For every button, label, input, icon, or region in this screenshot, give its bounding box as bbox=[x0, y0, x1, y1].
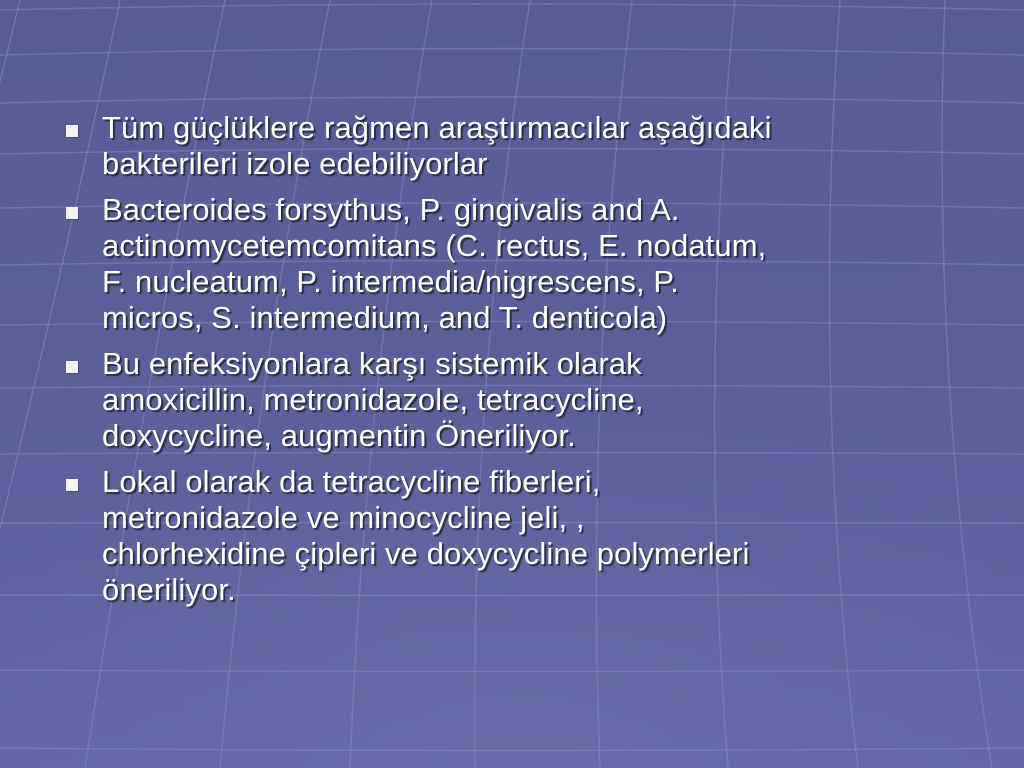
square-bullet-icon bbox=[66, 125, 78, 137]
square-bullet-icon bbox=[66, 479, 78, 491]
bullet-text: Tüm güçlüklere rağmen araştırmacılar aşağıdaki bakterileri izole edebiliyorlar bbox=[102, 110, 772, 181]
bullet-text: Bu enfeksiyonlara karşı sistemik olarak amoxicillin, metronidazole, tetracycline, doxycycline, augmentin Öneriliyor. bbox=[102, 346, 644, 453]
bullet-item bbox=[62, 346, 967, 454]
bullet-text: Bacteroides forsythus, P. gingivalis and A. actinomycetemcomitans (C. rectus, E. nodatum, F. nucleatum, P. intermedia/nigrescens, P. micros, S. intermedium, and T. denticola) bbox=[102, 192, 767, 335]
bullet-item bbox=[62, 110, 967, 182]
bullet-list bbox=[62, 110, 967, 618]
bullet-item bbox=[62, 464, 967, 608]
square-bullet-icon bbox=[66, 207, 78, 219]
bullet-text: Lokal olarak da tetracycline fiberleri, metronidazole ve minocycline jeli, , chlorhexidine çipleri ve doxycycline polymerleri öneriliyor. bbox=[102, 464, 750, 607]
bullet-item bbox=[62, 192, 967, 336]
square-bullet-icon bbox=[66, 361, 78, 373]
